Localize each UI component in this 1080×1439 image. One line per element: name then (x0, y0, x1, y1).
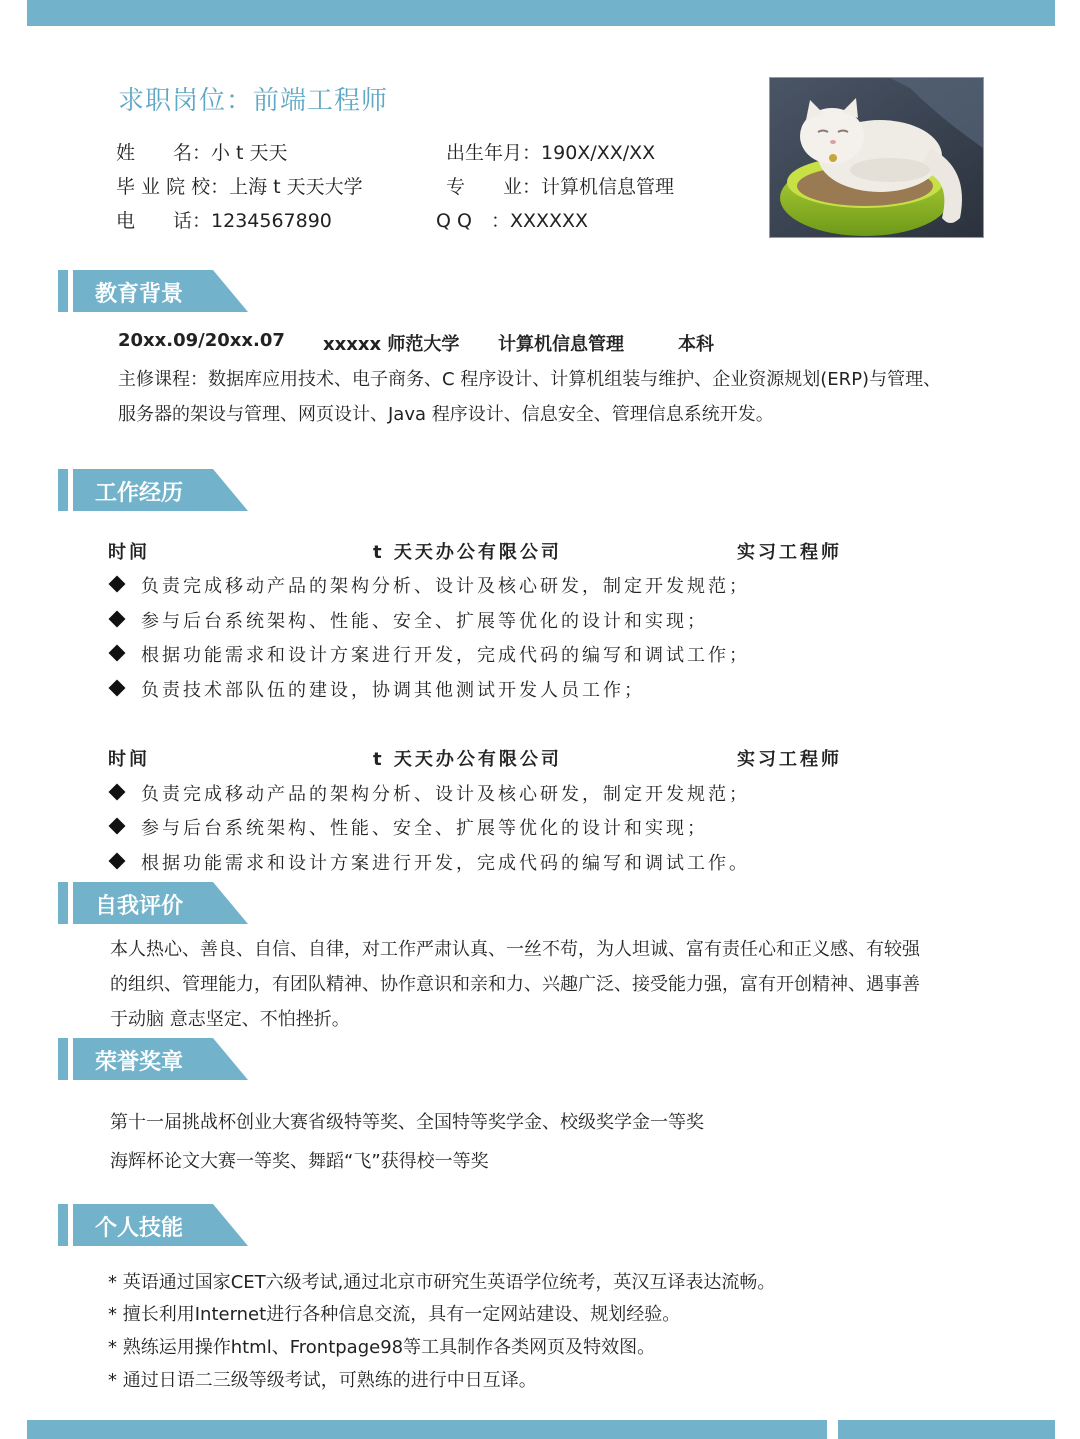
duty-text: 参与后台系统架构、性能、安全、扩展等优化的设计和实现； (141, 818, 708, 839)
section-header-self-eval (58, 882, 250, 924)
honor-line: 海辉杯论文大赛一等奖、舞蹈“飞”获得校一等奖 (110, 1151, 489, 1172)
profile-photo (769, 77, 984, 238)
job-company: t 天天办公有限公司 (373, 542, 562, 563)
job-time: 时间 (108, 542, 150, 563)
phone-value: 1234567890 (211, 210, 332, 232)
duty-text: 负责完成移动产品的架构分析、设计及核心研发，制定开发规范； (141, 784, 750, 805)
birth-row (446, 138, 655, 165)
school-label: 毕 业 院 校： (116, 176, 230, 198)
name-row (116, 138, 288, 165)
edu-courses-line: 服务器的架设与管理、网页设计、Java 程序设计、信息安全、管理信息系统开发。 (118, 404, 774, 425)
job-role: 实习工程师 (737, 542, 842, 563)
job-title: 求职岗位：前端工程师 (118, 86, 389, 116)
bottom-accent-bar (27, 1420, 827, 1439)
bottom-accent-bar (838, 1420, 1055, 1439)
qq-row (436, 206, 588, 233)
job-time: 时间 (108, 749, 150, 770)
duty-item (108, 641, 750, 667)
top-accent-bar (27, 0, 1055, 26)
school-row (116, 172, 363, 199)
cat-photo-illustration (770, 78, 983, 237)
diamond-bullet-icon (109, 680, 126, 697)
self-eval-line: 的组织、管理能力，有团队精神、协作意识和亲和力、兴趣广泛、接受能力强，富有开创精神、遇事善 (110, 974, 920, 995)
self-eval-line: 本人热心、善良、自信、自律，对工作严肃认真、一丝不苟，为人坦诚、富有责任心和正义感、有较强 (110, 939, 920, 960)
name-value: 小 t 天天 (211, 142, 288, 164)
duty-text: 参与后台系统架构、性能、安全、扩展等优化的设计和实现； (141, 611, 708, 632)
skill-item: * 通过日语二三级等级考试，可熟练的进行中日互译。 (108, 1370, 537, 1391)
honor-line: 第十一届挑战杯创业大赛省级特等奖、全国特等奖学金、校级奖学金一等奖 (110, 1112, 704, 1133)
duty-text: 负责完成移动产品的架构分析、设计及核心研发，制定开发规范； (141, 576, 750, 597)
diamond-bullet-icon (109, 784, 126, 801)
section-title: 工作经历 (95, 481, 184, 506)
section-title: 个人技能 (95, 1216, 184, 1241)
section-title: 荣誉奖章 (95, 1050, 184, 1075)
phone-label: 电 话： (116, 210, 212, 232)
diamond-bullet-icon (109, 611, 126, 628)
duty-item (108, 814, 708, 840)
section-header-work (58, 469, 250, 511)
edu-courses-line: 主修课程：数据库应用技术、电子商务、C 程序设计、计算机组装与维护、企业资源规划(ERP)与管理、 (118, 369, 942, 390)
qq-value: XXXXXX (509, 210, 589, 232)
self-eval-line: 于动脑 意志坚定、不怕挫折。 (110, 1009, 350, 1030)
phone-row (116, 206, 332, 233)
edu-school: xxxxx 师范大学 (323, 334, 460, 355)
skill-item: * 熟练运用操作html、Frontpage98等工具制作各类网页及特效图。 (108, 1337, 656, 1358)
job-role: 实习工程师 (737, 749, 842, 770)
diamond-bullet-icon (109, 853, 126, 870)
section-header-skills (58, 1204, 250, 1246)
skill-item: * 英语通过国家CET六级考试,通过北京市研究生英语学位统考，英汉互译表达流畅。 (108, 1272, 776, 1293)
major-label: 专 业： (446, 176, 542, 198)
section-title: 教育背景 (95, 282, 184, 307)
job-company: t 天天办公有限公司 (373, 749, 562, 770)
duty-item (108, 572, 750, 598)
duty-item (108, 849, 750, 875)
diamond-bullet-icon (109, 645, 126, 662)
edu-period: 20xx.09/20xx.07 (118, 330, 285, 351)
duty-item (108, 676, 645, 702)
edu-degree: 本科 (678, 334, 714, 355)
duty-text: 根据功能需求和设计方案进行开发，完成代码的编写和调试工作。 (141, 853, 750, 874)
section-header-education (58, 270, 250, 312)
major-row (446, 172, 674, 199)
edu-major: 计算机信息管理 (498, 334, 624, 355)
birth-value: 190X/XX/XX (541, 142, 656, 164)
birth-label: 出生年月： (446, 142, 542, 164)
major-value: 计算机信息管理 (541, 176, 675, 198)
diamond-bullet-icon (109, 818, 126, 835)
duty-text: 根据功能需求和设计方案进行开发，完成代码的编写和调试工作； (141, 645, 750, 666)
section-header-honors (58, 1038, 250, 1080)
name-label: 姓 名： (116, 142, 212, 164)
duty-item (108, 607, 708, 633)
diamond-bullet-icon (109, 576, 126, 593)
duty-text: 负责技术部队伍的建设，协调其他测试开发人员工作； (141, 680, 645, 701)
section-title: 自我评价 (95, 894, 184, 919)
qq-label: Q Q ： (436, 210, 510, 232)
duty-item (108, 780, 750, 806)
school-value: 上海 t 天天大学 (229, 176, 363, 198)
skill-item: * 擅长利用Internet进行各种信息交流，具有一定网站建设、规划经验。 (108, 1304, 681, 1325)
